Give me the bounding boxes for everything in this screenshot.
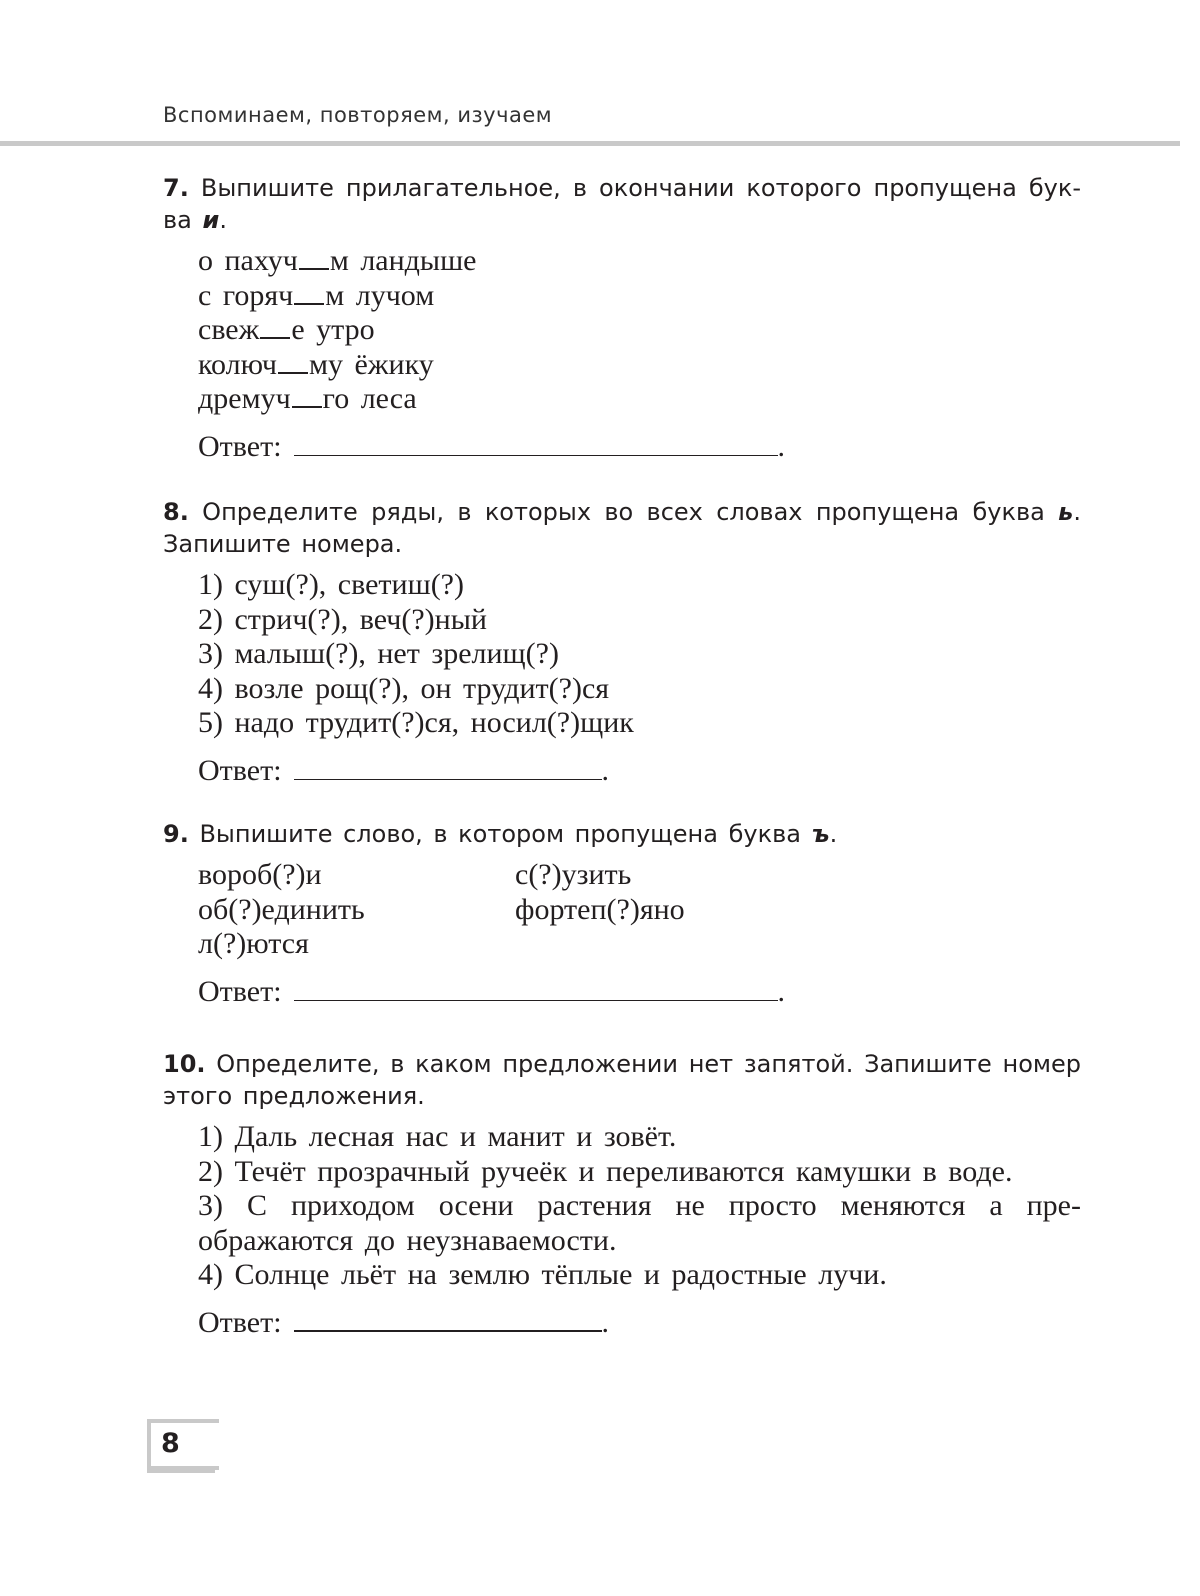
blank-gap — [292, 405, 322, 408]
list-item: 1) суш(?), светиш(?) — [198, 568, 464, 601]
task-7-number: 7. — [163, 174, 189, 202]
task-8-number: 8. — [163, 498, 189, 526]
blank-gap — [260, 336, 290, 339]
task-7 — [163, 172, 1081, 467]
task-7-end: . — [219, 206, 227, 234]
list-item: с горяч м лучом — [198, 278, 435, 312]
page-number-frame — [147, 1419, 215, 1473]
task-8-items — [198, 568, 1081, 741]
task-8-title — [163, 496, 1081, 560]
answer-label: Ответ: — [198, 429, 282, 463]
task-10-answer: Ответ: . — [198, 1305, 610, 1339]
task-9-end: . — [829, 820, 838, 848]
task-7-text: Выпишите прилагательное, в окончании которого пропущена бук-ва — [163, 174, 1081, 234]
blank-gap — [278, 371, 308, 374]
answer-field[interactable] — [294, 976, 778, 1001]
answer-label: Ответ: — [198, 753, 282, 787]
answer-label: Ответ: — [198, 1305, 282, 1339]
list-item: 2) стрич(?), веч(?)ный — [198, 602, 487, 636]
list-item: об(?)единить — [198, 892, 365, 926]
list-item: с(?)узить — [515, 858, 632, 891]
list-item: вороб(?)и — [198, 858, 322, 891]
list-item: колюч му ёжику — [198, 347, 434, 381]
list-item: фортеп(?)яно — [515, 892, 685, 926]
task-10-title — [163, 1048, 1081, 1112]
task-7-answer: Ответ: . — [198, 429, 786, 463]
running-header: Вспоминаем, повторяем, изучаем — [163, 103, 553, 127]
task-9-answer: Ответ: . — [198, 974, 786, 1008]
task-9 — [163, 818, 1081, 1012]
task-9-words — [198, 858, 1081, 962]
task-7-letter: и — [202, 206, 220, 234]
list-item: 5) надо трудит(?)ся, носил(?)щик — [198, 706, 634, 739]
page-number-frame-bottom — [147, 1466, 219, 1470]
task-8-letter: ь — [1058, 498, 1074, 526]
page-number: 8 — [161, 1428, 180, 1459]
word-column-right — [515, 858, 1081, 962]
task-9-number: 9. — [163, 820, 189, 848]
list-item: 1) Даль лесная нас и манит и зовёт. — [198, 1120, 677, 1153]
answer-field[interactable] — [294, 431, 778, 456]
list-item: л(?)ются — [198, 927, 309, 960]
answer-field[interactable] — [294, 1306, 602, 1332]
list-item: 4) Солнце льёт на землю тёплые и радостные лучи. — [198, 1258, 887, 1291]
list-item: 2) Течёт прозрачный ручеёк и переливаются камушки в воде. — [198, 1154, 1013, 1188]
page-number-frame-top — [147, 1419, 219, 1423]
task-10-number: 10. — [163, 1050, 206, 1078]
list-item: свеж е утро — [198, 313, 375, 346]
task-8-answer: Ответ: . — [198, 753, 610, 787]
task-8 — [163, 496, 1081, 791]
task-9-letter: ъ — [811, 820, 830, 848]
task-10-items — [198, 1120, 1081, 1293]
task-9-text: Выпишите слово, в котором пропущена буква — [199, 820, 801, 848]
task-8-text: Определите ряды, в которых во всех словах пропущена буква — [202, 498, 1045, 526]
list-item: дремуч го леса — [198, 382, 417, 415]
task-8-end: . Запишите номера. — [163, 498, 1081, 558]
list-item: 3) малыш(?), нет зрелищ(?) — [198, 637, 559, 670]
task-10-text: Определите, в каком предложении нет запятой. Запишите номер этого предложения. — [163, 1050, 1081, 1110]
header-rule — [0, 141, 1180, 146]
blank-gap — [299, 267, 329, 270]
word-column-left — [198, 858, 515, 962]
task-7-items — [198, 244, 1081, 417]
task-7-title — [163, 172, 1081, 236]
answer-field[interactable] — [294, 755, 602, 780]
blank-gap — [294, 302, 324, 305]
list-item: 4) возле рощ(?), он трудит(?)ся — [198, 671, 610, 705]
list-item: 3) С приходом осени растения не просто меняются а пре-ображаются до неузнаваемости. — [198, 1189, 1081, 1257]
list-item: о пахуч м ландыше — [198, 244, 477, 277]
task-9-title — [163, 818, 1081, 850]
answer-label: Ответ: — [198, 974, 282, 1008]
task-10 — [163, 1048, 1081, 1343]
